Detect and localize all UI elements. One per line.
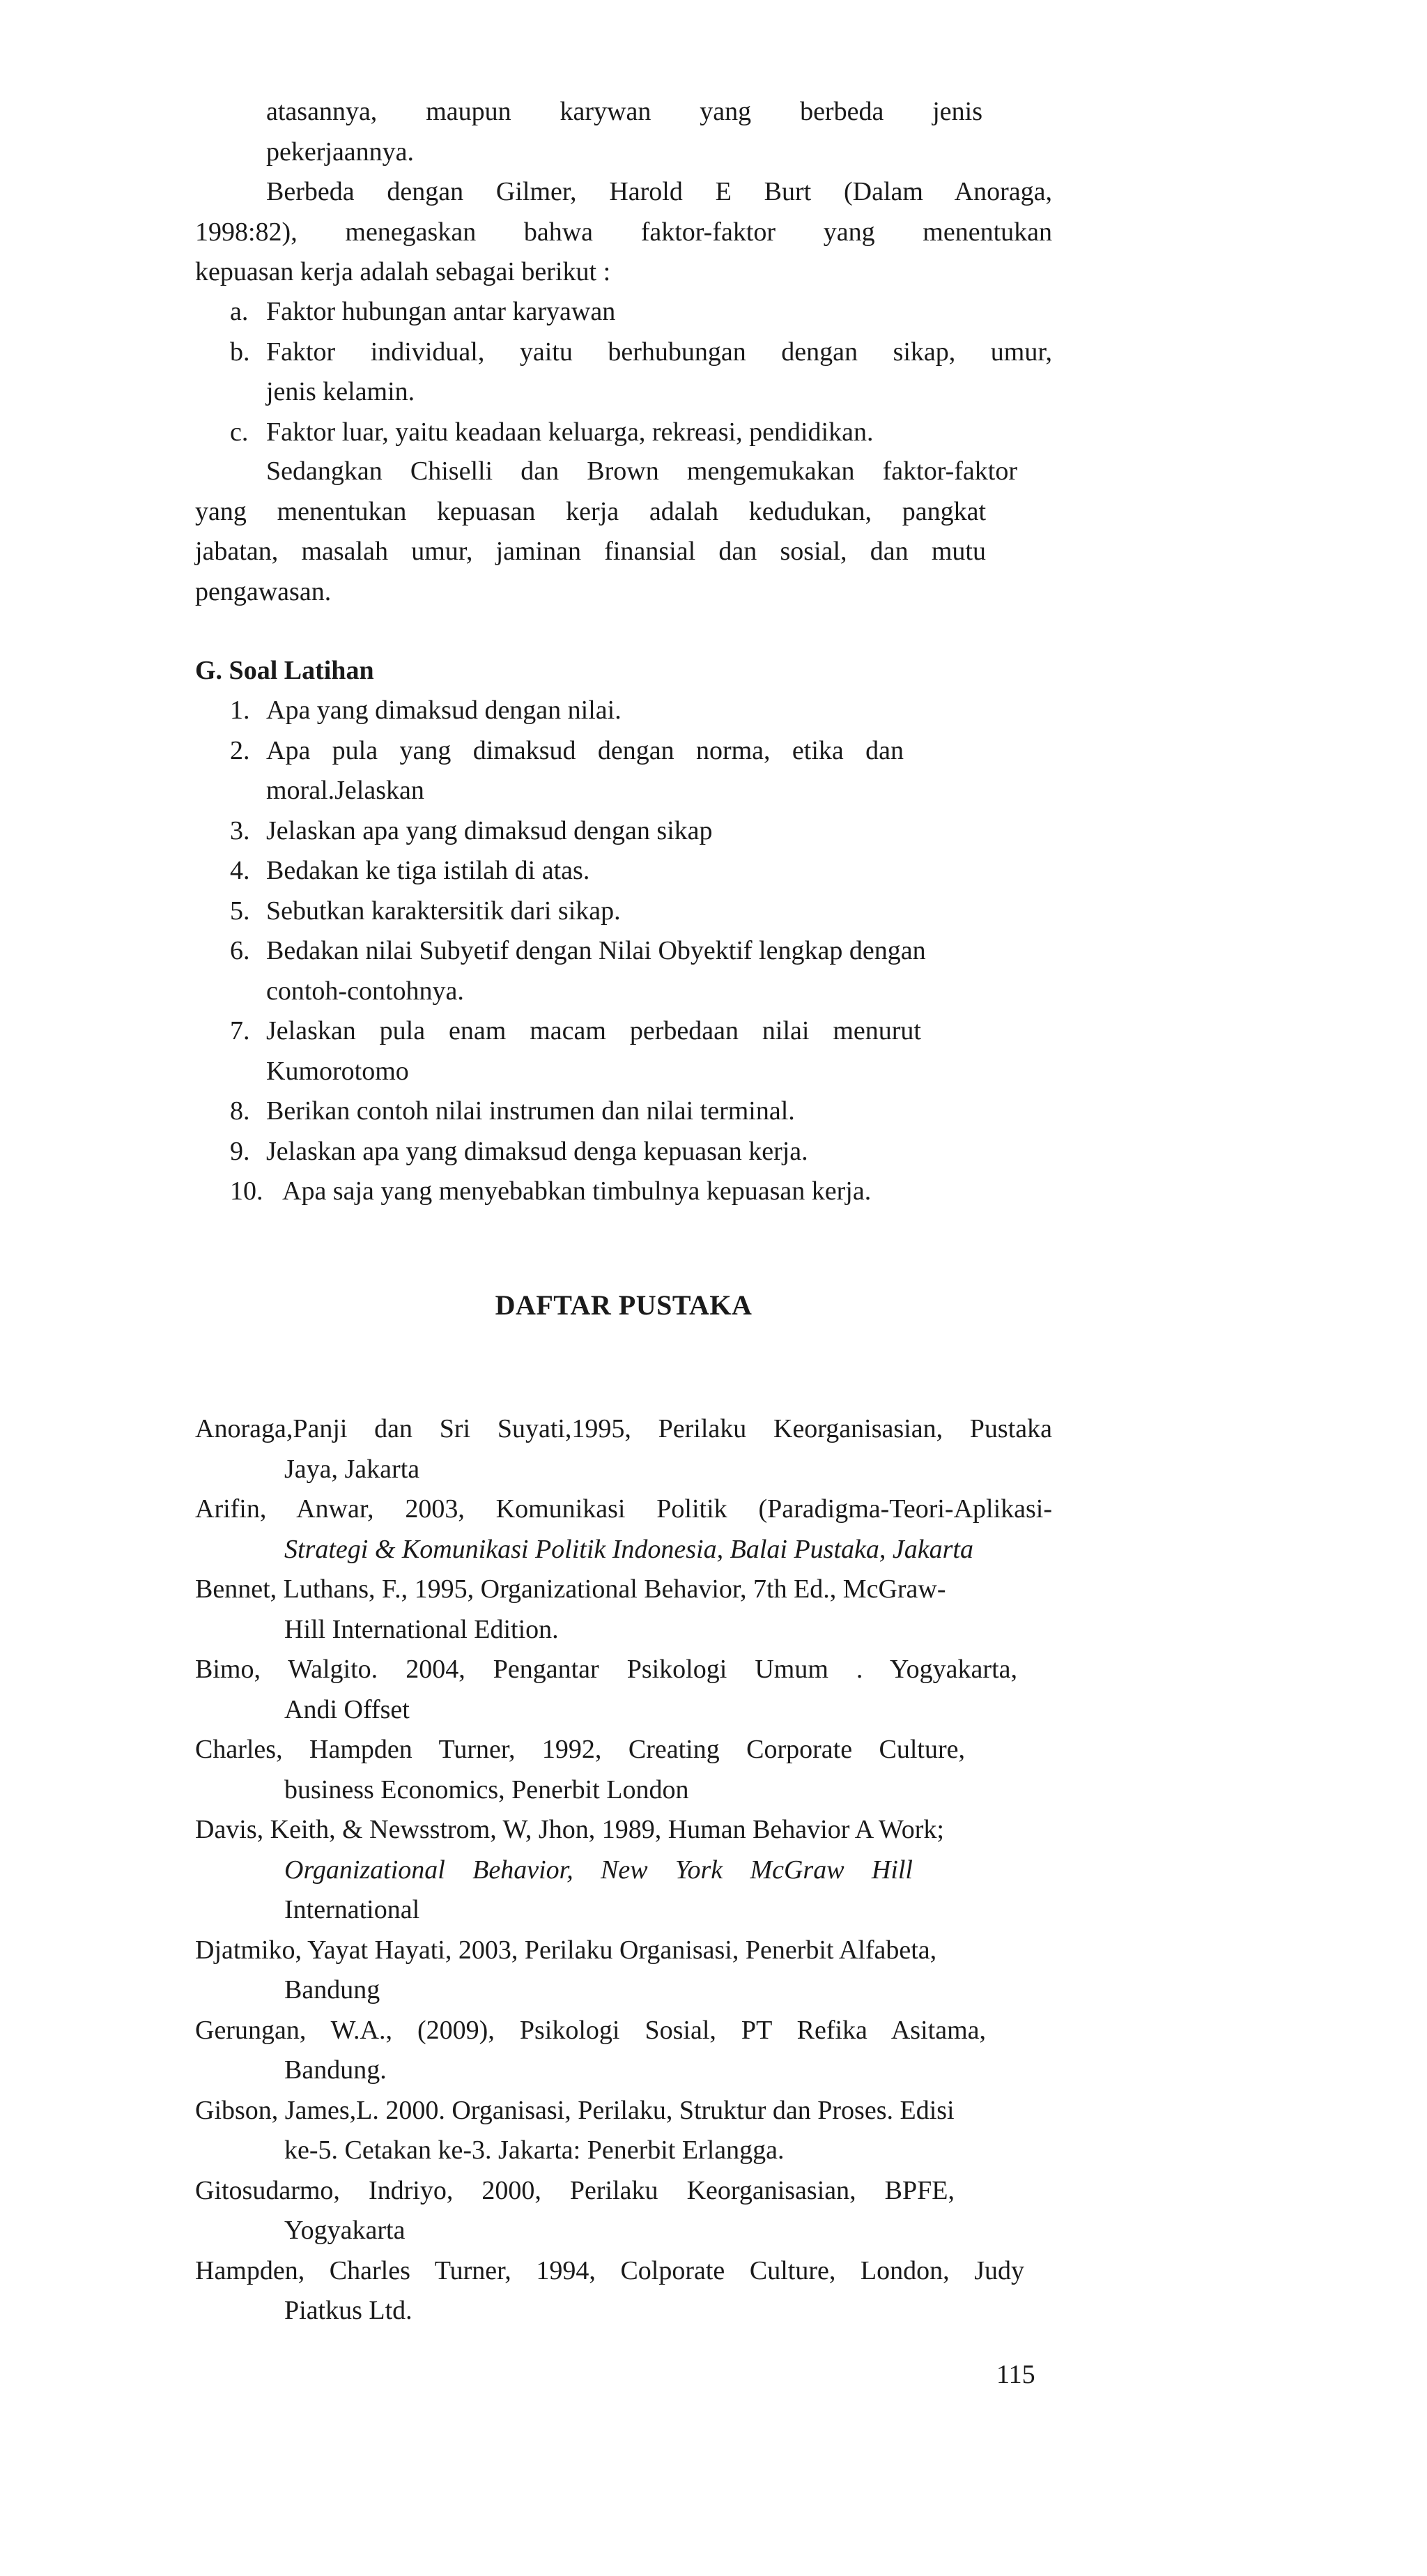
paragraph-line: pengawasan. <box>195 576 332 606</box>
list-item-text: moral.Jelaskan <box>266 776 424 805</box>
list-item <box>195 292 1052 332</box>
reference-entry <box>195 2011 1052 2091</box>
chiselli-paragraph <box>195 452 1017 612</box>
list-item-text: Apa pula yang dimaksud dengan norma, etika dan <box>266 735 904 765</box>
list-marker: 8. <box>230 1096 250 1126</box>
list-item <box>195 891 969 932</box>
list-item <box>195 1172 969 1212</box>
reference-entry <box>195 1810 1052 1931</box>
reference-text: Jaya, Jakarta <box>284 1454 420 1484</box>
reference-entry <box>195 1931 1052 2011</box>
reference-text: Davis, Keith, & Newsstrom, W, Jhon, 1989, Human Behavior A Work; <box>195 1815 944 1844</box>
reference-text: Djatmiko, Yayat Hayati, 2003, Perilaku Organisasi, Penerbit Alfabeta, <box>195 1935 937 1965</box>
list-item <box>195 1011 969 1091</box>
reference-text: Bandung. <box>284 2055 387 2085</box>
reference-text: Strategi & Komunikasi Politik Indonesia, Balai Pustaka, Jakarta <box>284 1534 973 1564</box>
list-item-text: Apa saja yang menyebabkan timbulnya kepuasan kerja. <box>282 1176 872 1206</box>
reference-entry <box>195 1650 1052 1730</box>
list-marker: 9. <box>230 1136 250 1166</box>
list-marker: 10. <box>230 1176 263 1206</box>
list-item-text: Apa yang dimaksud dengan nilai. <box>266 696 622 725</box>
list-item-text: Faktor luar, yaitu keadaan keluarga, rekreasi, pendidikan. <box>266 417 874 447</box>
reference-text: Anoraga,Panji dan Sri Suyati,1995, Perilaku Keorganisasian, Pustaka <box>195 1414 1052 1443</box>
paragraph-line: Sedangkan Chiselli dan Brown mengemukakan faktor-faktor <box>266 457 1017 486</box>
reference-text: Hill International Edition. <box>284 1614 559 1644</box>
paragraph-line: kepuasan kerja adalah sebagai berikut : <box>195 257 611 286</box>
reference-text: Gerungan, W.A., (2009), Psikologi Sosial, PT Refika Asitama, <box>195 2015 986 2045</box>
reference-text: Charles, Hampden Turner, 1992, Creating Corporate Culture, <box>195 1735 965 1764</box>
list-marker: 5. <box>230 896 250 926</box>
list-item <box>195 413 1052 453</box>
reference-entry <box>195 1489 1052 1570</box>
reference-text: ke-5. Cetakan ke-3. Jakarta: Penerbit Erlangga. <box>284 2136 785 2165</box>
list-item <box>195 691 969 731</box>
list-item-text: Bedakan nilai Subyetif dengan Nilai Obyektif lengkap dengan <box>266 936 926 965</box>
list-marker: c. <box>230 417 249 447</box>
reference-text: Organizational Behavior, New York McGraw Hill <box>284 1855 913 1885</box>
list-marker: 6. <box>230 936 250 965</box>
reference-text: business Economics, Penerbit London <box>284 1774 689 1804</box>
factor-list <box>195 292 1052 452</box>
list-item <box>195 332 1052 413</box>
list-item-text: contoh-contohnya. <box>266 976 464 1006</box>
gilmer-paragraph <box>195 172 1052 293</box>
list-marker: 3. <box>230 815 250 845</box>
reference-text: Bimo, Walgito. 2004, Pengantar Psikologi Umum . Yogyakarta, <box>195 1655 1017 1684</box>
section-heading <box>195 651 1052 691</box>
list-item-text: Jelaskan apa yang dimaksud denga kepuasan kerja. <box>266 1136 808 1166</box>
page-number: 115 <box>996 2360 1035 2389</box>
reference-text: Yogyakarta <box>284 2216 406 2245</box>
intro-line: atasannya, maupun karywan yang berbeda jenis <box>266 97 982 126</box>
reference-text: Bandung <box>284 1975 380 2004</box>
list-marker: 7. <box>230 1016 250 1045</box>
list-item-text: Sebutkan karaktersitik dari sikap. <box>266 896 621 926</box>
reference-text: Arifin, Anwar, 2003, Komunikasi Politik (Paradigma-Teori-Aplikasi- <box>195 1494 1052 1524</box>
list-marker: 4. <box>230 856 250 885</box>
reference-text: Gibson, James,L. 2000. Organisasi, Perilaku, Struktur dan Proses. Edisi <box>195 2095 955 2125</box>
reference-text: Hampden, Charles Turner, 1994, Colporate Culture, London, Judy <box>195 2255 1024 2285</box>
paragraph-line: yang menentukan kepuasan kerja adalah kedudukan, pangkat <box>195 496 986 526</box>
intro-continuation <box>195 92 1052 172</box>
list-item-text: Faktor individual, yaitu berhubungan dengan sikap, umur, <box>266 337 1052 367</box>
reference-entry <box>195 1570 1052 1650</box>
reference-text: Gitosudarmo, Indriyo, 2000, Perilaku Keorganisasian, BPFE, <box>195 2175 955 2205</box>
reference-text: Piatkus Ltd. <box>284 2296 412 2325</box>
reference-text: Andi Offset <box>284 1694 410 1724</box>
reference-entry <box>195 2091 1052 2171</box>
list-item-text: Berikan contoh nilai instrumen dan nilai terminal. <box>266 1096 795 1126</box>
list-item-text: Jelaskan apa yang dimaksud dengan sikap <box>266 815 713 845</box>
list-marker: a. <box>230 297 249 326</box>
paragraph-line: 1998:82), menegaskan bahwa faktor-faktor yang menentukan <box>195 217 1052 247</box>
list-item-text: Faktor hubungan antar karyawan <box>266 297 616 326</box>
list-item <box>195 1132 969 1172</box>
list-item <box>195 851 969 891</box>
list-marker: 1. <box>230 696 250 725</box>
reference-entry <box>195 1730 1052 1810</box>
reference-text: International <box>284 1895 420 1924</box>
list-marker: 2. <box>230 735 250 765</box>
list-item-text: Bedakan ke tiga istilah di atas. <box>266 856 590 885</box>
intro-line: pekerjaannya. <box>266 137 415 167</box>
list-item-text: jenis kelamin. <box>266 377 415 406</box>
list-item <box>195 811 969 852</box>
paragraph-line: jabatan, masalah umur, jaminan finansial dan sosial, dan mutu <box>195 537 986 566</box>
list-item <box>195 1091 969 1132</box>
reference-entry <box>195 2251 1052 2331</box>
bibliography-title: DAFTAR PUSTAKA <box>495 1289 753 1321</box>
list-item-text: Jelaskan pula enam macam perbedaan nilai menurut <box>266 1016 921 1045</box>
list-item <box>195 931 969 1011</box>
section-heading-text: G. Soal Latihan <box>195 656 374 685</box>
list-item <box>195 731 969 811</box>
exercise-list <box>195 691 969 1212</box>
list-marker: b. <box>230 337 250 367</box>
paragraph-line: Berbeda dengan Gilmer, Harold E Burt (Dalam Anoraga, <box>266 177 1052 206</box>
reference-list <box>195 1409 1052 2331</box>
list-item-text: Kumorotomo <box>266 1056 409 1086</box>
reference-entry <box>195 2171 1052 2251</box>
reference-entry <box>195 1409 1052 1489</box>
reference-text: Bennet, Luthans, F., 1995, Organizational Behavior, 7th Ed., McGraw- <box>195 1574 946 1604</box>
